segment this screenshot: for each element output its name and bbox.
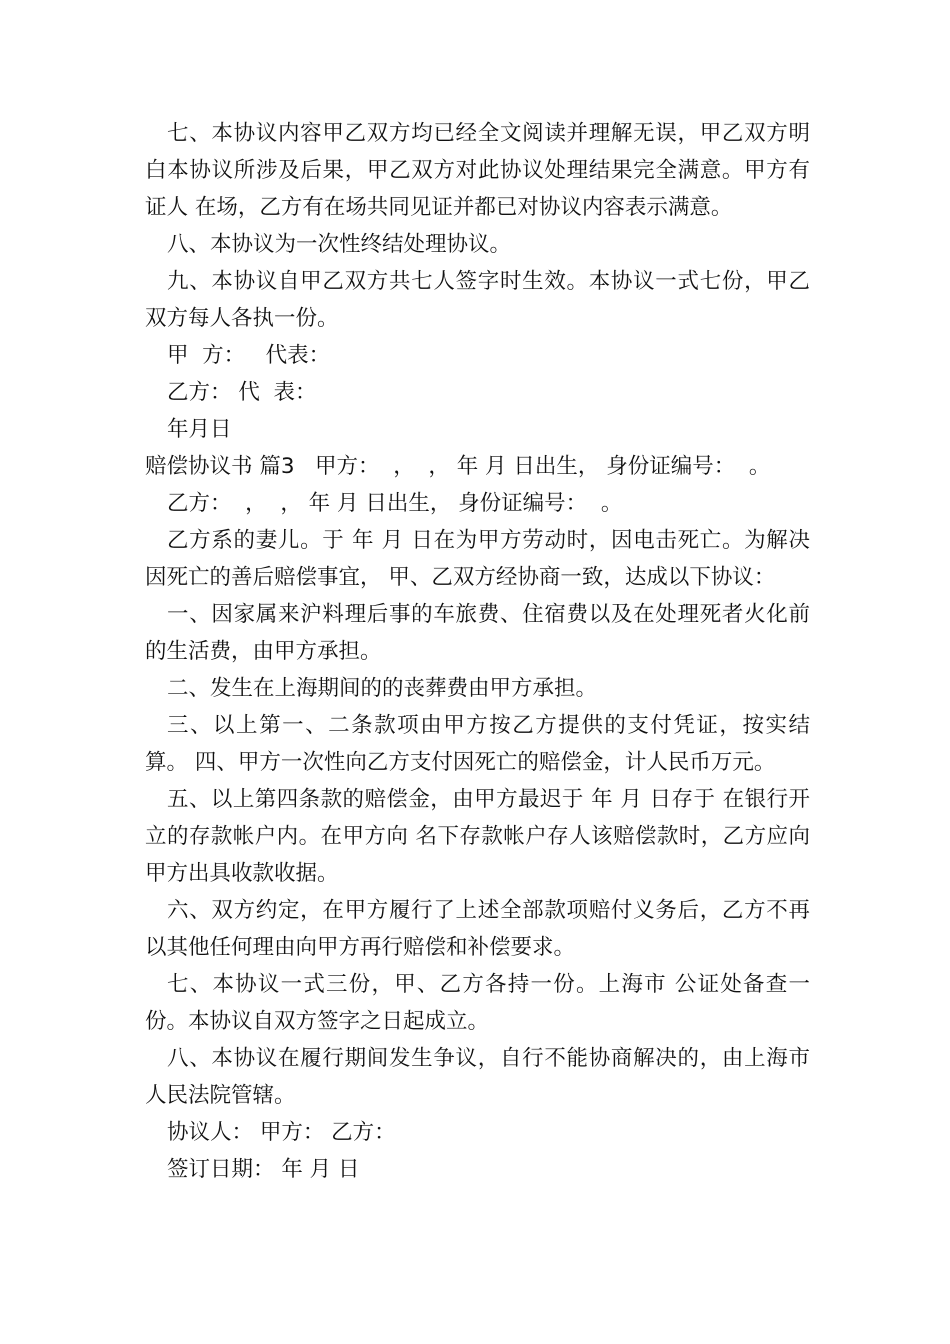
clause-9-paragraph: 九、本协议自甲乙双方共七人签字时生效。本协议一式七份，甲乙双方每人各执一份。	[145, 269, 810, 331]
clause-8-paragraph: 八、本协议为一次性终结处理协议。	[167, 232, 512, 257]
party-b-signature-line: 乙方： 代 表：	[167, 380, 317, 405]
section-heading-line	[145, 448, 810, 485]
date-line: 年月日	[167, 417, 232, 442]
party-a-info: 甲方： ， ， 年 月 日出生， 身份证编号： 。	[315, 454, 771, 479]
clause-5-paragraph: 五、以上第四条款的赔偿金，由甲方最迟于 年 月 日存于 在银行开立的存款帐户内。在甲方向 名下存款帐户存人该赔偿款时，乙方应向甲方出具收款收据。	[145, 787, 810, 886]
clause-8b-paragraph: 八、本协议在履行期间发生争议，自行不能协商解决的，由上海市人民法院管辖。	[145, 1046, 810, 1108]
background-paragraph: 乙方系的妻儿。于 年 月 日在为甲方劳动时，因电击死亡。为解决因死亡的善后赔偿事宜， 甲、乙双方经协商一致，达成以下协议：	[145, 528, 810, 590]
signing-date-line: 签订日期： 年 月 日	[167, 1157, 360, 1182]
clause-1-paragraph: 一、因家属来沪料理后事的车旅费、住宿费以及在处理死者火化前的生活费，由甲方承担。	[145, 602, 810, 664]
document-body	[145, 115, 810, 1188]
party-a-signature-line: 甲 方： 代表：	[167, 343, 331, 368]
section-title: 赔偿协议书 篇3	[145, 454, 295, 479]
clause-7-paragraph: 七、本协议内容甲乙双方均已经全文阅读并理解无误，甲乙双方明白本协议所涉及后果，甲乙双方对此协议处理结果完全满意。甲方有证人 在场，乙方有在场共同见证并都已对协议内容表示满意。	[145, 121, 810, 220]
signatories-line: 协议人： 甲方： 乙方：	[167, 1120, 396, 1145]
clause-7b-paragraph: 七、本协议一式三份，甲、乙方各持一份。上海市 公证处备查一份。本协议自双方签字之日起成立。	[145, 972, 810, 1034]
clause-3-4-paragraph: 三、以上第一、二条款项由甲方按乙方提供的支付凭证，按实结算。 四、甲方一次性向乙方支付因死亡的赔偿金，计人民币万元。	[145, 713, 810, 775]
clause-2-paragraph: 二、发生在上海期间的的丧葬费由甲方承担。	[167, 676, 598, 701]
party-b-info: 乙方： ， ， 年 月 日出生， 身份证编号： 。	[167, 491, 623, 516]
clause-6-paragraph: 六、双方约定，在甲方履行了上述全部款项赔付义务后，乙方不再以其他任何理由向甲方再行赔偿和补偿要求。	[145, 898, 810, 960]
